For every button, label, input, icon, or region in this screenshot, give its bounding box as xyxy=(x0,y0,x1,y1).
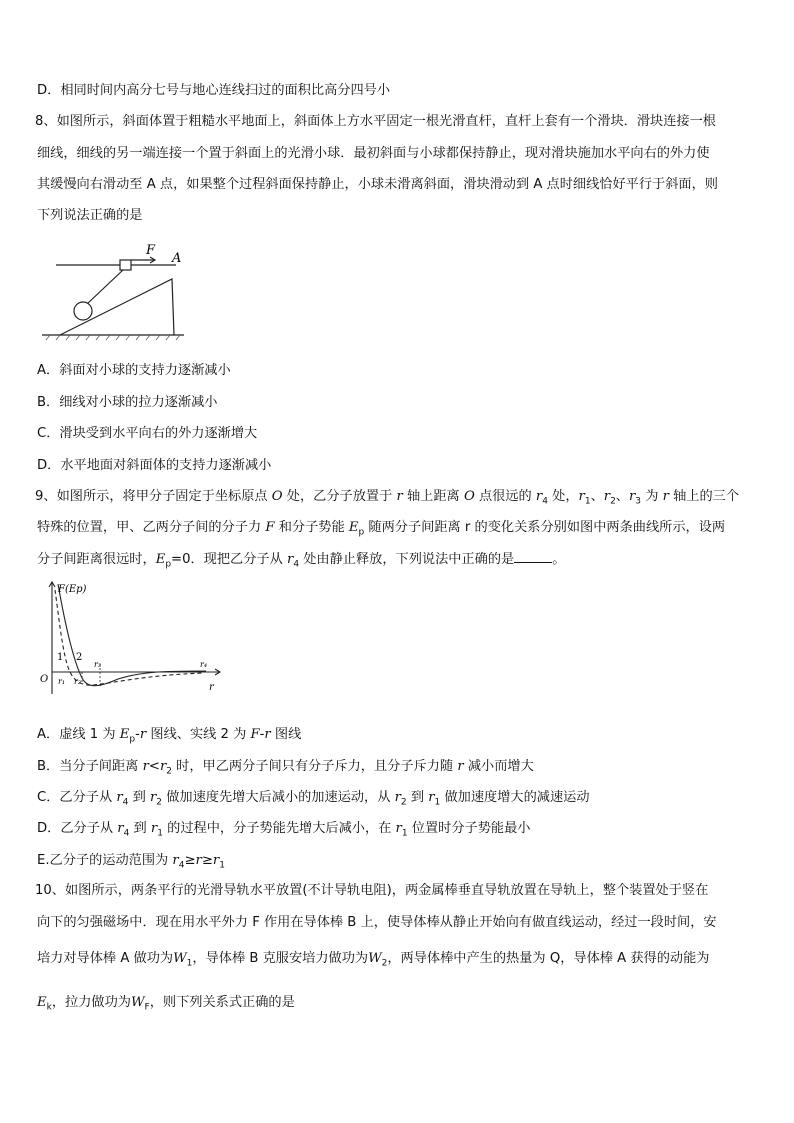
q10-stem-line-4: $E_k$，拉力做功为$W_F$，则下列关系式正确的是 xyxy=(37,995,295,1013)
q7-option-d: D．相同时间内高分七号与地心连线扫过的面积比高分四号小 xyxy=(37,83,391,98)
q8-option-d: D．水平地面对斜面体的支持力逐渐减小 xyxy=(37,458,272,473)
q10-stem-line-2: 向下的匀强磁场中．现在用水平外力 F 作用在导体棒 B 上，使导体棒从静止开始向有做直线运动，经过一段时间，安 xyxy=(37,915,717,930)
q8-stem-line-2: 细线，细线的另一端连接一个置于斜面上的光滑小球．最初斜面与小球都保持静止，现对滑块施加水平向右的外力使 xyxy=(37,146,710,161)
q9-origin-label: O xyxy=(40,674,49,685)
q9-x-axis-label: r xyxy=(209,682,214,693)
q8-stem-line-3: 其缓慢向右滑动至 A 点，如果整个过程斜面保持静止，小球未滑离斜面，滑块滑动到 A 点时细线恰好平行于斜面，则 xyxy=(37,177,718,192)
q9-stem-line-1: 9、如图所示，将甲分子固定于坐标原点 O 处，乙分子放置于 r 轴上距离 O 点很远的 $r_4$ 处，$r_1$、$r_2$、$r_3$ 为 r 轴上的三个 xyxy=(35,489,740,507)
q8-stem-line-1: 8、如图所示，斜面体置于粗糙水平地面上，斜面体上方水平固定一根光滑直杆，直杆上套有一个滑块．滑块连接一根 xyxy=(35,114,716,129)
q9-r1-label: r₁ xyxy=(58,677,66,686)
q8-slider xyxy=(120,260,131,270)
q9-stem-line-3: 分子间距离很远时，$E_p=0$．现把乙分子从 $r_4$ 处由静止释放，下列说法中正确的是 。 xyxy=(37,552,566,570)
q8-ball xyxy=(74,302,92,320)
q9-curve-2-label: 2 xyxy=(76,652,83,663)
q9-option-a: A．虚线 1 为 $E_p-r$ 图线、实线 2 为 F-r 图线 xyxy=(37,727,302,745)
q9-stem-line-2: 特殊的位置，甲、乙两分子间的分子力 F 和分子势能 $E_p$ 随两分子间距离 r 的变化关系分别如图中两条曲线所示，设两 xyxy=(37,520,726,538)
q9-r2-label: r₂ xyxy=(74,677,82,686)
q10-stem-line-3: 培力对导体棒 A 做功为$W_1$，导体棒 B 克服安培力做功为$W_2$，两导体棒中产生的热量为 Q，导体棒 A 获得的动能为 xyxy=(37,951,710,969)
q8-option-a: A．斜面对小球的支持力逐渐减小 xyxy=(37,363,231,378)
q9-figure xyxy=(36,578,226,700)
q8-stem-line-4: 下列说法正确的是 xyxy=(37,208,143,223)
q8-force-label: F xyxy=(146,243,156,258)
q9-curve-2-solid xyxy=(58,584,206,686)
q9-option-b: B．当分子间距离 $r<r_2$ 时，甲乙两分子间只有分子斥力，且分子斥力随 r 减小而增大 xyxy=(37,759,534,777)
q8-option-c: C．滑块受到水平向右的外力逐渐增大 xyxy=(37,426,258,441)
q9-r3-label: r₃ xyxy=(94,660,102,669)
q9-curve-1-label: 1 xyxy=(57,652,64,663)
q9-y-axis-label: F(Ep) xyxy=(58,584,87,595)
q9-r4-label: r₄ xyxy=(200,660,208,669)
q8-string xyxy=(87,270,123,304)
q9-option-d: D．乙分子从 $r_4$ 到 $r_1$ 的过程中，分子势能先增大后减小，在 $r_1$ 位置时分子势能最小 xyxy=(37,821,531,839)
q8-figure xyxy=(38,236,188,346)
q10-stem-line-1: 10、如图所示，两条平行的光滑导轨水平放置(不计导轨电阻)，两金属棒垂直导轨放置在导轨上，整个装置处于竖在 xyxy=(35,883,709,898)
answer-blank xyxy=(514,550,552,563)
q9-option-e: E.乙分子的运动范围为 $r_4\ge r\ge r_1$ xyxy=(37,853,225,871)
q8-point-label: A xyxy=(172,251,182,266)
q9-option-c: C．乙分子从 $r_4$ 到 $r_2$ 做加速度先增大后减小的加速运动，从 $r_2$ 到 $r_1$ 做加速度增大的减速运动 xyxy=(37,790,590,808)
q8-option-b: B．细线对小球的拉力逐渐减小 xyxy=(37,395,218,410)
